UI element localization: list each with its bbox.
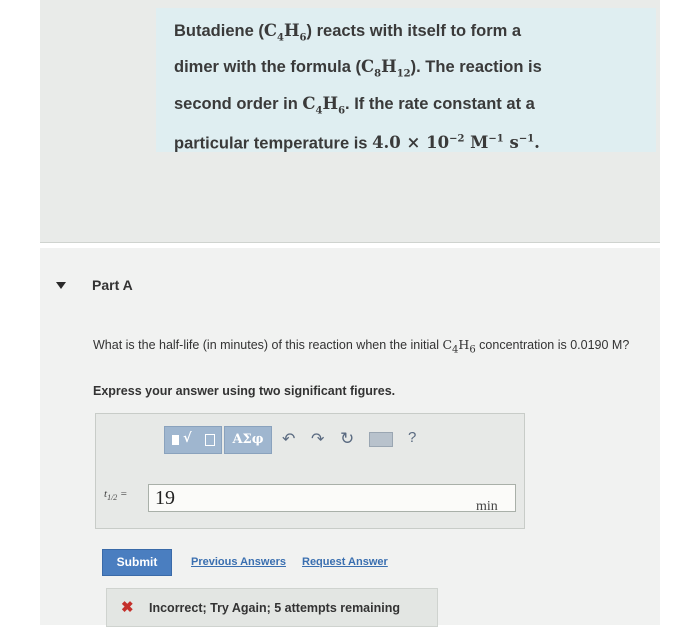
- part-a-section: [40, 248, 660, 625]
- problem-panel: [40, 0, 660, 243]
- problem-text: ) reacts with itself to form a: [306, 22, 522, 40]
- problem-text: second order in: [174, 94, 303, 113]
- square-icon: [205, 434, 215, 446]
- collapse-triangle-icon[interactable]: [56, 282, 66, 289]
- incorrect-x-icon: ✖: [121, 599, 134, 616]
- part-title[interactable]: Part A: [92, 277, 133, 293]
- reset-icon[interactable]: ↻: [340, 429, 355, 448]
- undo-icon[interactable]: ↶: [282, 431, 296, 448]
- feedback-box: [106, 588, 438, 627]
- problem-statement: [174, 16, 644, 158]
- feedback-text: Incorrect; Try Again; 5 attempts remaining: [149, 601, 400, 615]
- answer-box: [95, 413, 525, 529]
- problem-text: ). The reaction is: [410, 58, 542, 77]
- greek-symbols-button[interactable]: ΑΣφ: [224, 426, 272, 454]
- radical-icon: √: [183, 431, 192, 446]
- request-answer-link[interactable]: Request Answer: [302, 556, 388, 568]
- formula-c4h6: $C_4H_6$: [263, 21, 307, 44]
- answer-input[interactable]: 19: [148, 484, 516, 512]
- problem-text: Butadiene (: [174, 22, 264, 40]
- answer-label: $t_{1/2}$ =: [104, 488, 128, 503]
- problem-text: particular temperature is: [174, 134, 373, 153]
- instruction-text: Express your answer using two significant figures.: [93, 384, 396, 398]
- question-text: What is the half-life (in minutes) of this reaction when the initial $C_4H_6$ concentration is 0.0190 M?: [93, 337, 630, 356]
- formula-c4h6: $C_4H_6$: [442, 337, 476, 356]
- previous-answers-link[interactable]: Previous Answers: [191, 556, 286, 568]
- formula-c4h6: $C_4H_6$: [302, 93, 346, 116]
- redo-icon[interactable]: ↷: [311, 431, 325, 448]
- help-icon[interactable]: ?: [408, 429, 417, 446]
- problem-text: . If the rate constant at a: [345, 94, 535, 113]
- submit-button[interactable]: Submit: [102, 549, 172, 576]
- keyboard-icon[interactable]: [369, 432, 393, 447]
- unit-label: min: [476, 499, 498, 514]
- square-icon: [172, 435, 179, 445]
- templates-button[interactable]: [164, 426, 222, 454]
- formula-c8h12: $C_8H_{12}$: [361, 57, 411, 80]
- problem-text: dimer with the formula (: [174, 58, 362, 77]
- rate-constant: $4.0 \times 10^{-2}$ $M^{-1}$ $s^{-1}$.: [372, 133, 540, 153]
- problem-statement-box: [156, 8, 656, 152]
